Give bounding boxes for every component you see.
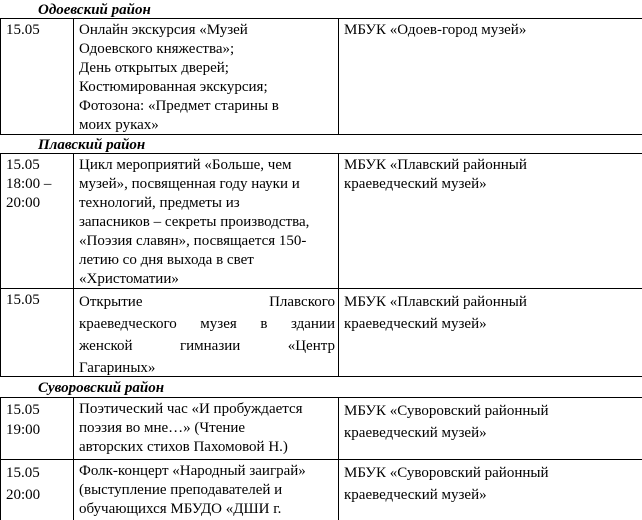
event-organizer: МБУК «Одоев-город музей» <box>344 22 527 38</box>
table-rule <box>0 153 1 376</box>
table-rule <box>0 397 1 520</box>
event-date: 15.05 19:00 <box>6 402 41 438</box>
district-heading: Одоевский район <box>38 2 151 18</box>
district-heading: Суворовский район <box>38 380 165 396</box>
event-description: Цикл мероприятий «Больше, чем музей», посвященная году науки и технологий, предметы из запасников – секреты производства, «Поэзия славян», посвящается 150- летию со дня выхода в свет «Христоматии» <box>79 157 310 287</box>
event-date: 15.05 <box>6 22 40 38</box>
event-description: Фолк-концерт «Народный заиграй» (выступление преподавателей и обучающихся МБУДО «ДШИ г. <box>79 463 306 517</box>
table-rule <box>73 153 74 376</box>
table-rule <box>0 459 642 460</box>
table-rule <box>338 153 339 376</box>
table-rule <box>338 397 339 520</box>
district-heading: Плавский район <box>38 137 146 153</box>
table-rule <box>338 18 339 134</box>
event-description: Онлайн экскурсия «Музей Одоевского княжества»; День открытых дверей; Костюмированная экскурсия; Фотозона: «Предмет старины в моих руках» <box>79 22 279 133</box>
event-date: 15.05 20:00 <box>6 465 41 503</box>
event-description: Открытие Плавского краеведческого музея в здании женской гимназии «Центр Гагариных» <box>79 291 335 379</box>
event-date: 15.05 18:00 – 20:00 <box>6 157 52 211</box>
event-organizer: МБУК «Суворовский районный краеведческий музей» <box>344 465 549 503</box>
event-description: Поэтический час «И пробуждается поэзия во мне…» (Чтение авторских стихов Пахомовой Н.) <box>79 401 303 455</box>
event-organizer: МБУК «Плавский районный краеведческий музей» <box>344 157 527 192</box>
event-date: 15.05 <box>6 292 40 308</box>
justified-line: краеведческого музея в здании <box>79 316 335 332</box>
table-rule <box>73 397 74 520</box>
justified-line: Открытие Плавского <box>79 294 335 310</box>
justified-line: женской гимназии «Центр <box>79 338 335 354</box>
table-rule <box>0 18 1 134</box>
event-organizer: МБУК «Плавский районный краеведческий музей» <box>344 294 527 332</box>
table-rule <box>0 397 642 398</box>
event-organizer: МБУК «Суворовский районный краеведческий музей» <box>344 403 549 441</box>
table-rule <box>73 18 74 134</box>
